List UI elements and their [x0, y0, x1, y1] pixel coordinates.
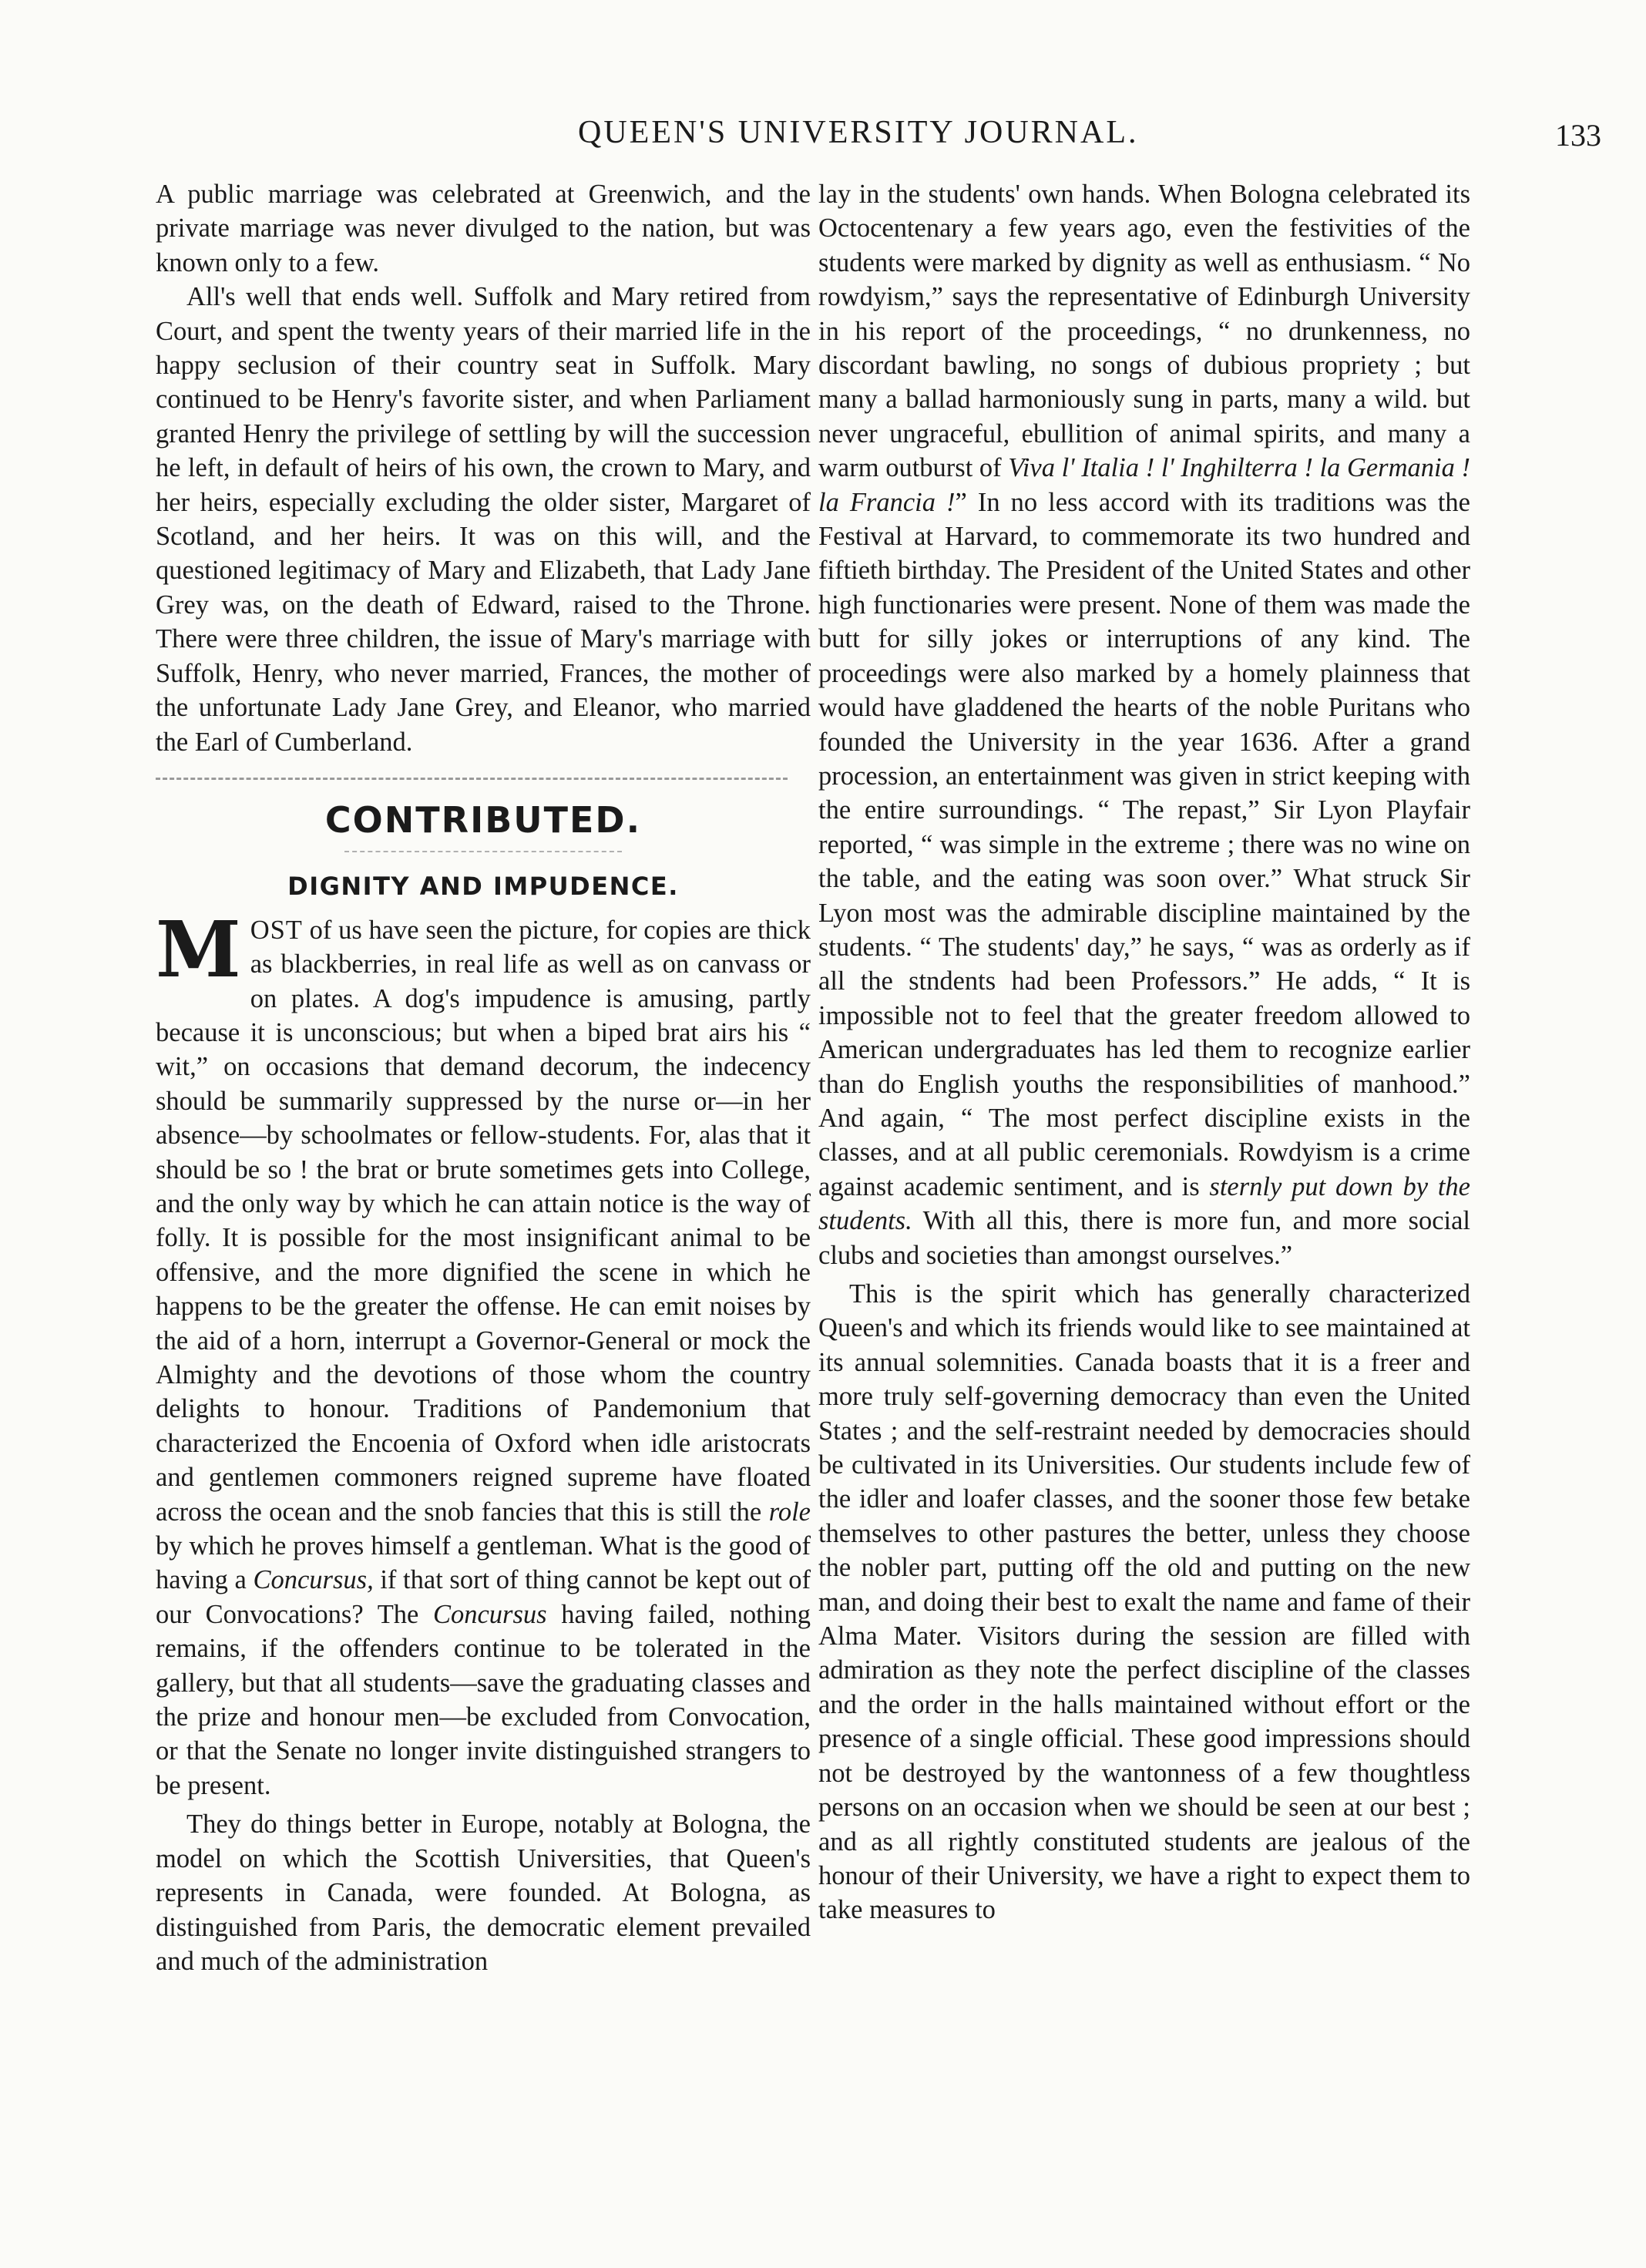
- paragraph-spirit: This is the spirit which has generally characterized Queen's and which its friends would like to see maintained at its annual solemnities. Canada boasts that it is a freer and more truly self-governing democracy than even the United States ; and the self-restraint needed by democracies should be cultivated in its Universities. Our students include few of the idler and loafer classes, and the sooner those few betake themselves to other pastures the better, unless they choose the nobler part, putting off the old and putting on the new man, and doing their best to exalt the name and fame of their Alma Mater. Visitors during the session are filled with admiration as they note the perfect discipline of the classes and the order in the halls maintained without effort or the presence of a single official. These good impressions should not be destroyed by the wantonness of a few thoughtless persons on an occasion when we should be seen at our best ; and as all rightly constituted students are jealous of the honour of their University, we have a right to expect them to take measures to: [818, 1279, 1470, 1925]
- paragraph-dignity: [156, 903, 811, 1803]
- text-segment: having failed, nothing remains, if the offenders continue to be tolerated in the gallery, but that all students—save the graduating classes and the prize and honour men—be excluded from Convocation, or that the Senate no longer invite distinguished strangers to be present.: [156, 1599, 811, 1800]
- paragraph-marriage: A public marriage was celebrated at Greenwich, and the private marriage was never divulged to the nation, but was known only to a few.: [156, 180, 811, 277]
- paragraph-students-hands: [818, 177, 1470, 1272]
- italic-concursus: Concursus,: [253, 1565, 374, 1595]
- paragraph-bologna: They do things better in Europe, notably at Bologna, the model on which the Scottish Universities, that Queen's represents in Canada, were founded. At Bologna, as distinguished from Paris, the democratic element prevailed and much of the administration: [156, 1809, 811, 1976]
- lead-word: OST: [250, 915, 303, 945]
- paragraph-alls-well: All's well that ends well. Suffolk and Mary retired from Court, and spent the twenty years of their married life in the happy seclusion of their country seat in Suffolk. Mary continued to be Henry's favorite sister, and when Parliament granted Henry the privilege of settling by will the succession he left, in default of heirs of his own, the crown to Mary, and her heirs, especially excluding the older sister, Margaret of Scotland, and her heirs. It was on this will, and the questioned legitimacy of Mary and Elizabeth, that Lady Jane Grey was, on the death of Edward, raised to the Throne. There were three children, the issue of Mary's marriage with Suffolk, Henry, who never married, Frances, the mother of the unfortunate Lady Jane Grey, and Eleanor, who married the Earl of Cumberland.: [156, 282, 811, 757]
- dropcap-letter: M: [156, 903, 241, 995]
- text-segment: of us have seen the picture, for copies are thick as blackberries, in real life as well as on canvass or on plates. A dog's impudence is amusing, partly because it is unconscious; but when a biped brat airs his “ wit,” on occasions that demand decorum, the indecency should be summarily suppressed by the nurse or—in her absence—by schoolmates or fellow-students. For, alas that it should be so ! the brat or brute sometimes gets into College, and the only way by which he can attain notice is the way of folly. It is possible for the most insignificant animal to be offensive, and the more dignified the scene in which he happens to be the greater the offense. He can emit noises by the aid of a horn, interrupt a Governor-General or mock the Almighty and the devotions of those whom the country delights to honour. Traditions of Pandemonium that characterized the Encoenia of Oxford when idle aristocrats and gentlemen commoners reigned supreme have floated across the ocean and the snob fancies that this is still the: [156, 915, 811, 1527]
- article-title: DIGNITY AND IMPUDENCE.: [287, 872, 679, 902]
- text-segment: lay in the students' own hands. When Bologna celebrated its Octocentenary a few years ago, even the festivities of the students were marked by dignity as well as enthusiasm. “ No rowdyism,” says the representative of Edinburgh University in his report of the proceedings, “ no drunkenness, no discordant bawling, no songs of dubious propriety ; but many a ballad harmoniously sung in parts, many a wild. but never ungraceful, ebullition of animal spirits, and many a warm outburst of: [818, 180, 1470, 483]
- section-heading: CONTRIBUTED.: [324, 798, 642, 841]
- running-title: QUEEN'S UNIVERSITY JOURNAL.: [578, 115, 1139, 150]
- page-header: [0, 114, 1646, 160]
- page-number: 133: [1555, 118, 1601, 153]
- text-segment: ” In no less accord with its traditions was the Festival at Harvard, to commemorate its two hundred and fiftieth birthday. The President of the United States and other high functionaries were present. None of them was made the butt for silly jokes or interruptions of any kind. The proceedings were also marked by a homely plainness that would have gladdened the hearts of the noble Puritans who founded the University in the year 1636. After a grand procession, an entertainment was given in strict keeping with the entire surroundings. “ The repast,” Sir Lyon Playfair reported, “ was simple in the extreme ; there was no wine on the table, and the eating was soon over.” What struck Sir Lyon most was the admirable discipline maintained by the students. “ The students' day,” he says, “ was as orderly as if all the stndents had been Professors.” He adds, “ It is impossible not to feel that the greater freedom allowed to American undergraduates has led them to recognize earlier than do English youths the responsibilities of manhood.” And again, “ The most perfect discipline exists in the classes, and at all public ceremonials. Rowdyism is a crime against academic sentiment, and is: [818, 487, 1470, 1201]
- italic-italian-toast: Viva l' Italia ! l' Inghilterra ! la Germania ! la Francia !: [818, 453, 1470, 517]
- text-segment: if that sort of thing cannot be kept out of our Convocations? The: [156, 1565, 811, 1629]
- section-divider: [156, 778, 788, 780]
- italic-concursus: Concursus: [432, 1599, 547, 1629]
- right-column: [818, 177, 1470, 1927]
- left-column: [156, 177, 811, 1978]
- text-segment: by which he proves himself a gentleman. What is the good of having a: [156, 1531, 811, 1595]
- italic-role: role: [768, 1497, 811, 1527]
- italic-sternly: sternly put down by the students.: [818, 1171, 1470, 1236]
- heading-divider: [344, 851, 622, 852]
- text-segment: With all this, there is more fun, and more social clubs and societies than amongst ourselves.”: [818, 1206, 1470, 1270]
